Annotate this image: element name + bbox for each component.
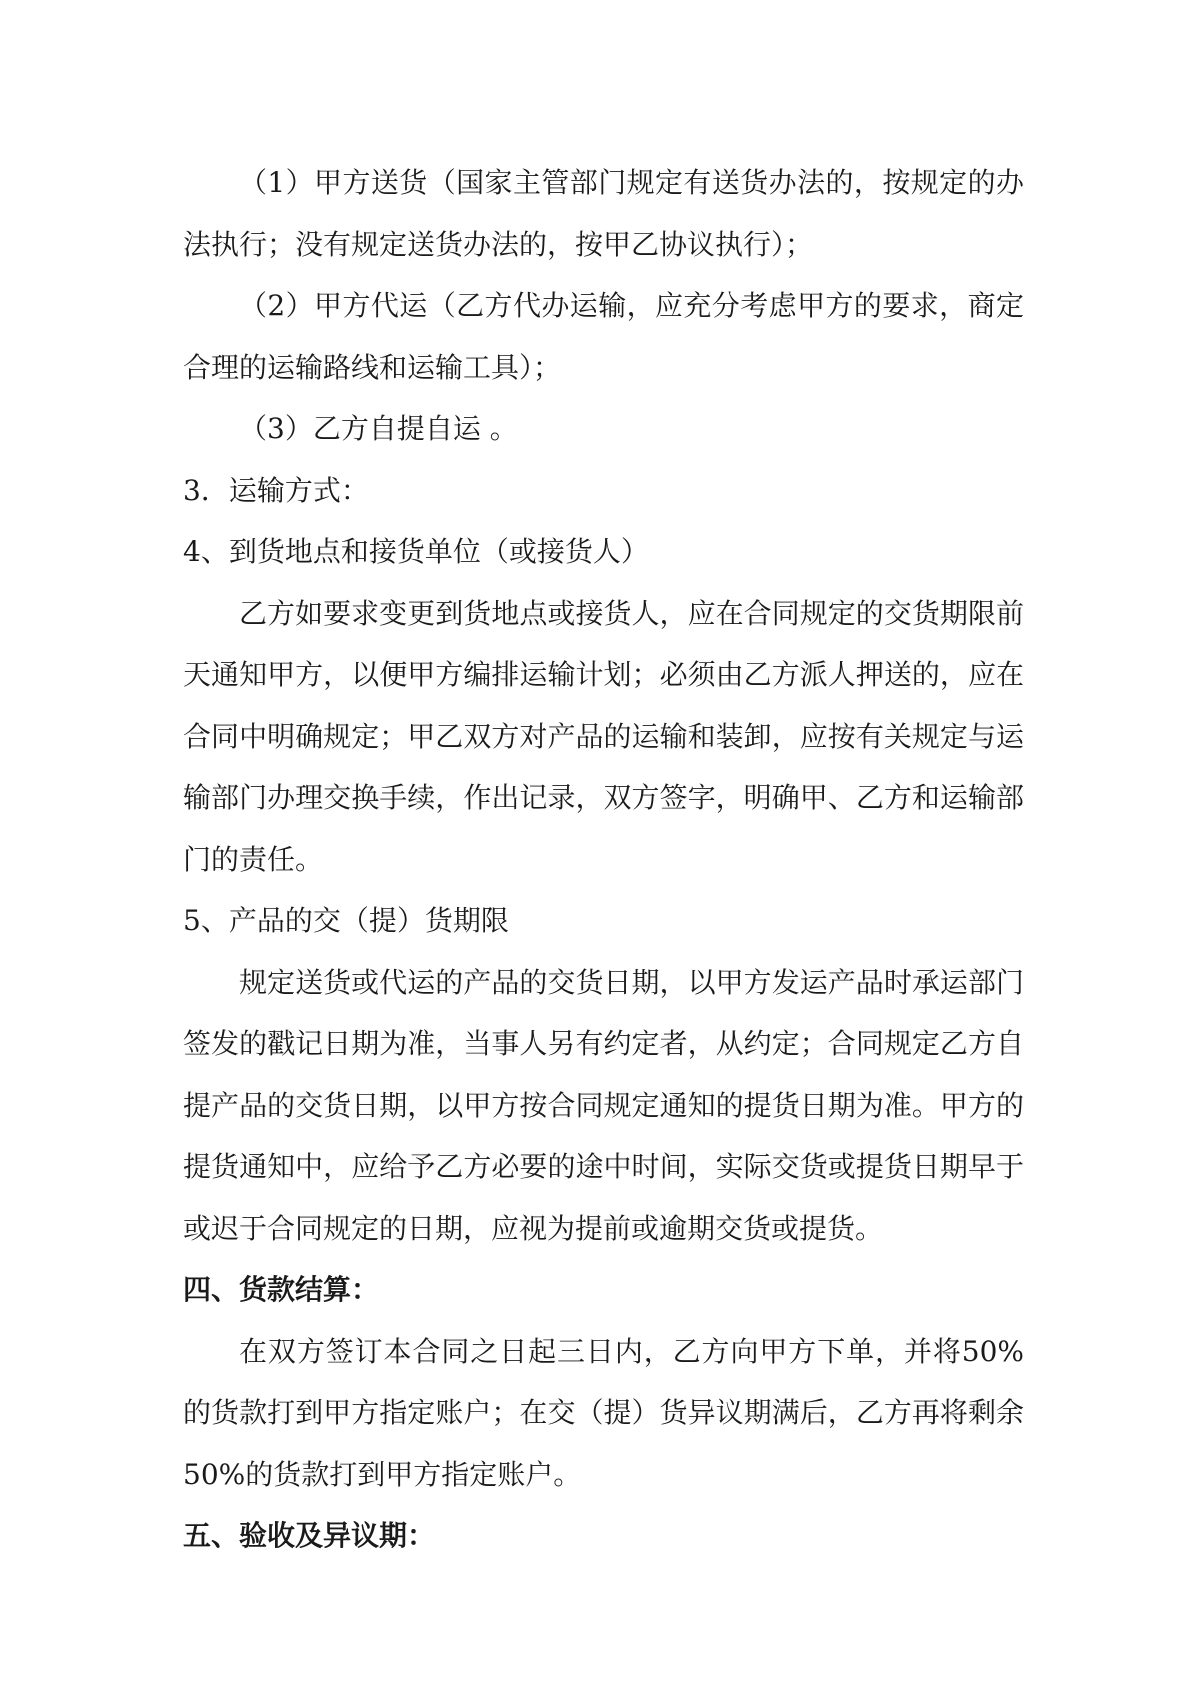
paragraph-delivery-option-2: （2）甲方代运（乙方代办运输，应充分考虑甲方的要求，商定合理的运输路线和运输工具）； bbox=[183, 289, 1024, 384]
paragraph-delivery-date-rules: 规定送货或代运的产品的交货日期，以甲方发运产品时承运部门签发的戳记日期为准，当事人另有约定者，从约定；合同规定乙方自提产品的交货日期，以甲方按合同规定通知的提货日期为准。甲方的提货通知中，应给予乙方必要的途中时间，实际交货或提货日期早于或迟于合同规定的日期，应视为提前或逾期交货或提货。 bbox=[183, 965, 1024, 1245]
section-heading-acceptance: 五、验收及异议期： bbox=[183, 1519, 436, 1552]
paragraph-delivery-option-3: （3）乙方自提自运 。 bbox=[239, 412, 518, 445]
paragraph-payment-terms: 在双方签订本合同之日起三日内，乙方向甲方下单，并将50%的货款打到甲方指定账户；在交（提）货异议期满后，乙方再将剩余50%的货款打到甲方指定账户。 bbox=[183, 1334, 1024, 1491]
paragraph-delivery-period-heading: 5、产品的交（提）货期限 bbox=[183, 904, 509, 937]
section-heading-payment: 四、货款结算： bbox=[183, 1273, 380, 1306]
paragraph-transport-method: 3．运输方式： bbox=[183, 473, 369, 507]
paragraph-destination-change: 乙方如要求变更到货地点或接货人，应在合同规定的交货期限前天通知甲方，以便甲方编排运输计划；必须由乙方派人押送的，应在合同中明确规定；甲乙双方对产品的运输和装卸，应按有关规定与运输部门办理交换手续，作出记录，双方签字，明确甲、乙方和运输部门的责任。 bbox=[183, 596, 1024, 876]
paragraph-destination-heading: 4、到货地点和接货单位（或接货人） bbox=[183, 535, 649, 568]
paragraph-delivery-option-1: （1）甲方送货（国家主管部门规定有送货办法的，按规定的办法执行；没有规定送货办法的，按甲乙协议执行）； bbox=[183, 166, 1024, 261]
